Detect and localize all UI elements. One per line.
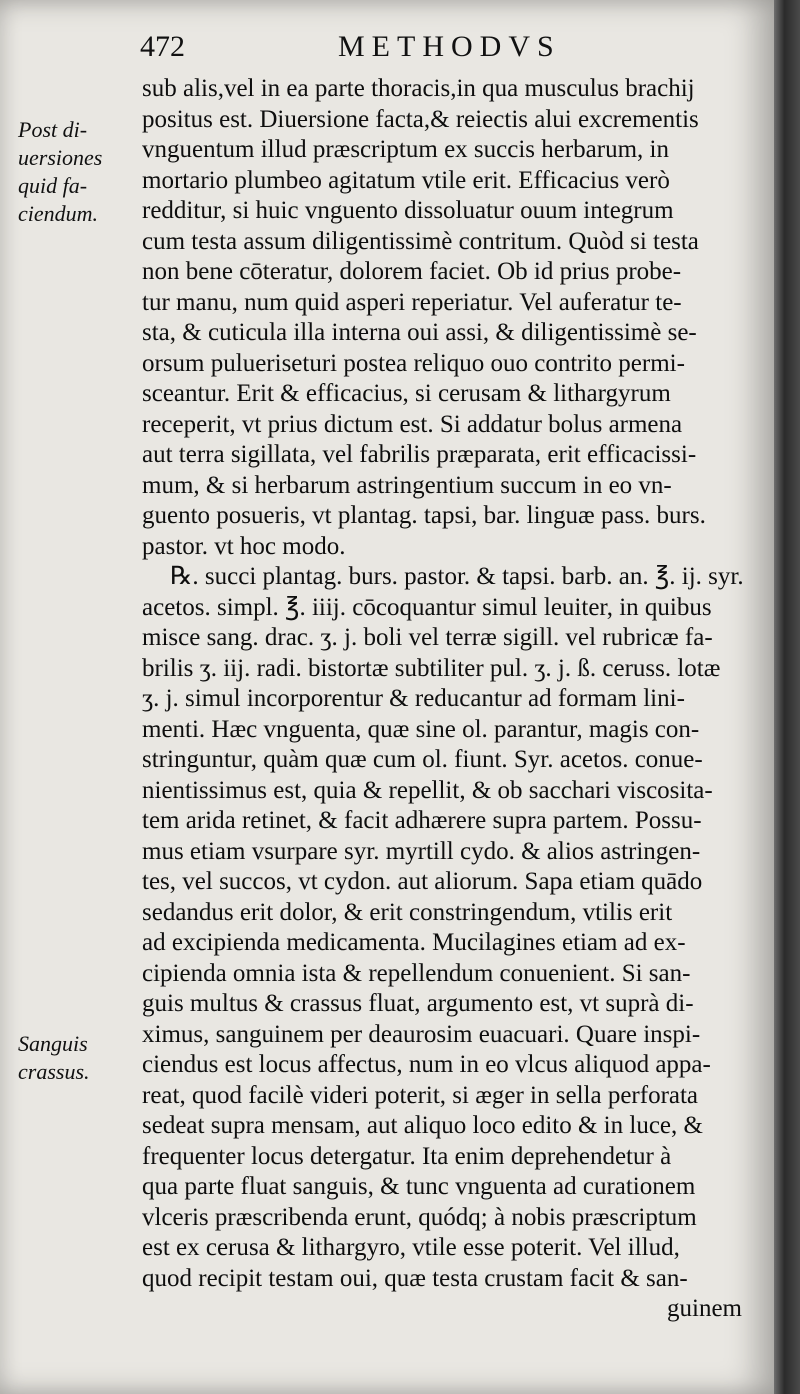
page-edge-shadow (774, 0, 800, 1394)
text-line: ʒ. j. simul incorporentur & reducantur ad formam lini- (142, 685, 685, 712)
text-line: redditur, si huic vnguento dissoluatur ouum integrum (142, 197, 674, 224)
margin-note-line: crassus. (18, 1059, 90, 1084)
text-line: non bene cōteratur, dolorem faciet. Ob id prius probe- (142, 258, 682, 285)
recipe-first-line: ℞. succi plantag. burs. pastor. & tapsi. barb. an. ℥. ij. syr. (170, 563, 744, 590)
text-line: guis multus & crassus fluat, argumento est, vt suprà di- (142, 990, 694, 1017)
text-line: stringuntur, quàm quæ cum ol. fiunt. Syr. acetos. conue- (142, 746, 703, 773)
margin-note-line: ciendum. (18, 201, 99, 226)
text-line: reat, quod facilè videri poterit, si æger in sella perforata (142, 1081, 699, 1109)
text-line: sedeat supra mensam, aut aliquo loco edito & in luce, & (142, 1112, 703, 1139)
text-line: nientissimus est, quia & repellit, & ob sacchari viscosita- (142, 776, 713, 804)
text-line: vlceris præscribenda erunt, quódq; à nobis præscriptum (142, 1203, 697, 1231)
text-line: mum, & si herbarum astringentium succum in eo vn- (142, 471, 672, 499)
text-line: quod recipit testam oui, quæ testa crustam facit & san- (142, 1264, 688, 1292)
text-line: sedandus erit dolor, & erit constringendum, vtilis erit (142, 898, 673, 926)
text-line: cipienda omnia ista & repellendum conuenient. Si san- (142, 959, 691, 987)
text-line: ciendus est locus affectus, num in eo vlcus aliquod appa- (142, 1051, 711, 1078)
catchword: guinem (667, 1295, 742, 1322)
text-line: frequenter locus detergatur. Ita enim deprehendetur à (142, 1142, 672, 1170)
page-number: 472 (140, 30, 185, 63)
margin-note-post-diuersiones (18, 116, 136, 228)
text-line: ad excipienda medicamenta. Mucilagines etiam ad ex- (142, 929, 686, 956)
margin-note-sanguis-crassus (18, 1030, 136, 1086)
text-line: orsum pulueriseturi postea reliquo ouo contrito permi- (142, 349, 685, 377)
page-header (140, 30, 730, 66)
text-line: sceantur. Erit & efficacius, si cerusam & lithargyrum (142, 380, 671, 407)
text-line: ximus, sanguinem per deaurosim euacuari. Quare inspi- (142, 1020, 701, 1048)
text-line: brilis ʒ. iij. radi. bistortæ subtiliter pul. ʒ. j. ß. ceruss. lotæ (142, 654, 721, 682)
text-line: sta, & cuticula illa interna oui assi, & diligentissimè se- (142, 319, 697, 346)
body-text (142, 74, 762, 1325)
text-line: tur manu, num quid asperi reperiatur. Vel auferatur te- (142, 288, 682, 316)
text-line: acetos. simpl. ℥. iiij. cōcoquantur simul leuiter, in quibus (142, 593, 712, 621)
text-line: menti. Hæc vnguenta, quæ sine ol. parantur, magis con- (142, 715, 700, 743)
text-line: guento posueris, vt plantag. tapsi, bar. linguæ pass. burs. (142, 502, 706, 529)
text-line: qua parte fluat sanguis, & tunc vnguenta ad curationem (142, 1173, 696, 1200)
text-line: misce sang. drac. ʒ. j. boli vel terræ sigill. vel rubricæ fa- (142, 624, 713, 651)
text-line: cum testa assum diligentissimè contritum. Quòd si testa (142, 227, 699, 255)
margin-note-line: quid fa- (18, 173, 88, 198)
text-line: receperit, vt prius dictum est. Si addatur bolus armena (142, 410, 683, 438)
margin-note-line: Sanguis (18, 1031, 88, 1056)
text-line: tem arida retinet, & facit adhærere supra partem. Possu- (142, 807, 702, 834)
text-line: sub alis,vel in ea parte thoracis,in qua musculus brachij (142, 75, 695, 102)
text-line: est ex cerusa & lithargyro, vtile esse poterit. Vel illud, (142, 1234, 680, 1261)
text-line: positus est. Diuersione facta,& reiectis alui excrementis (142, 105, 699, 133)
margin-note-line: Post di- (18, 117, 88, 142)
text-line: tes, vel succos, vt cydon. aut aliorum. Sapa etiam quādo (142, 868, 703, 895)
text-line: mus etiam vsurpare syr. myrtill cydo. & alios astringen- (142, 837, 701, 865)
text-line: pastor. vt hoc modo. (142, 532, 346, 560)
text-line: mortario plumbeo agitatum vtile erit. Efficacius verò (142, 166, 670, 194)
running-head: METHODVS (338, 30, 561, 63)
margin-note-line: uersiones (18, 145, 103, 170)
text-line: aut terra sigillata, vel fabrilis præparata, erit efficacissi- (142, 441, 697, 468)
text-line: vnguentum illud præscriptum ex succis herbarum, in (142, 136, 669, 163)
